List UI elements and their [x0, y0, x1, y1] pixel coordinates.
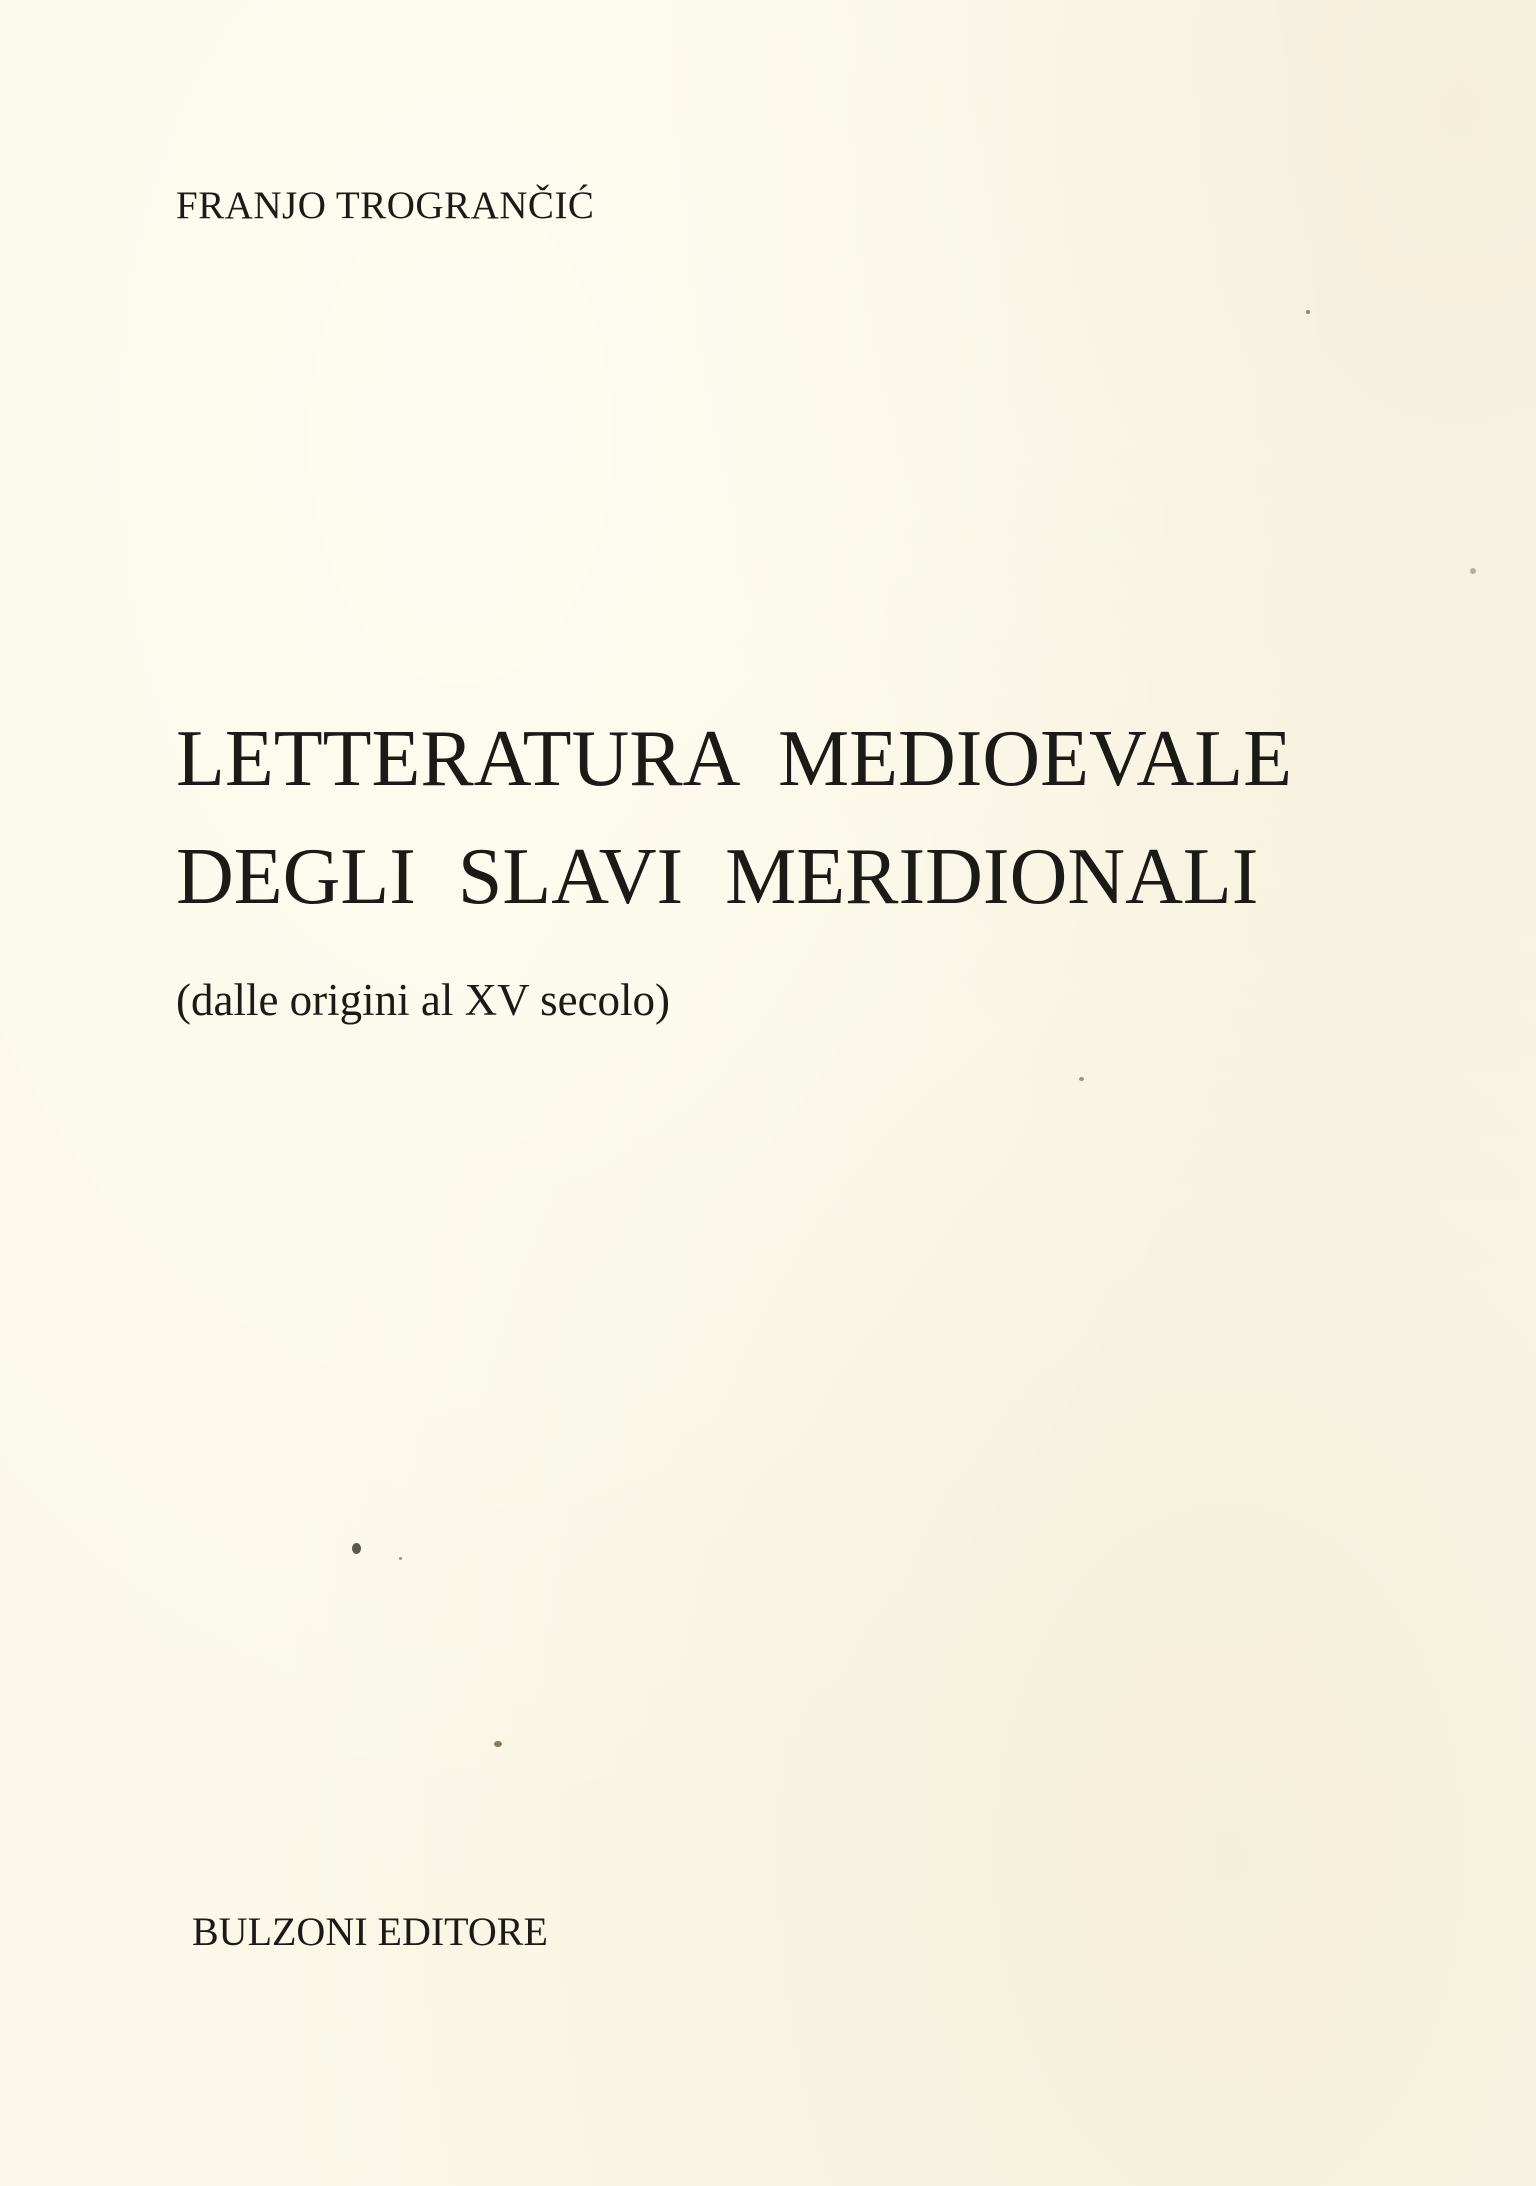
paper-speck: [1079, 1077, 1084, 1081]
paper-speck: [494, 1741, 502, 1747]
book-title: [176, 700, 1416, 936]
author-name: FRANJO TROGRANČIĆ: [176, 184, 595, 227]
paper-speck: [352, 1543, 361, 1554]
paper-speck: [399, 1557, 402, 1560]
book-subtitle: (dalle origini al XV secolo): [176, 975, 671, 1025]
title-line-1: LETTERATURA MEDIOEVALE: [176, 715, 1292, 803]
paper-speck: [1470, 568, 1476, 574]
publisher-name: BULZONI EDITORE: [192, 1909, 548, 1954]
paper-speck: [1306, 310, 1310, 314]
title-line-2: DEGLI SLAVI MERIDIONALI: [176, 833, 1259, 921]
